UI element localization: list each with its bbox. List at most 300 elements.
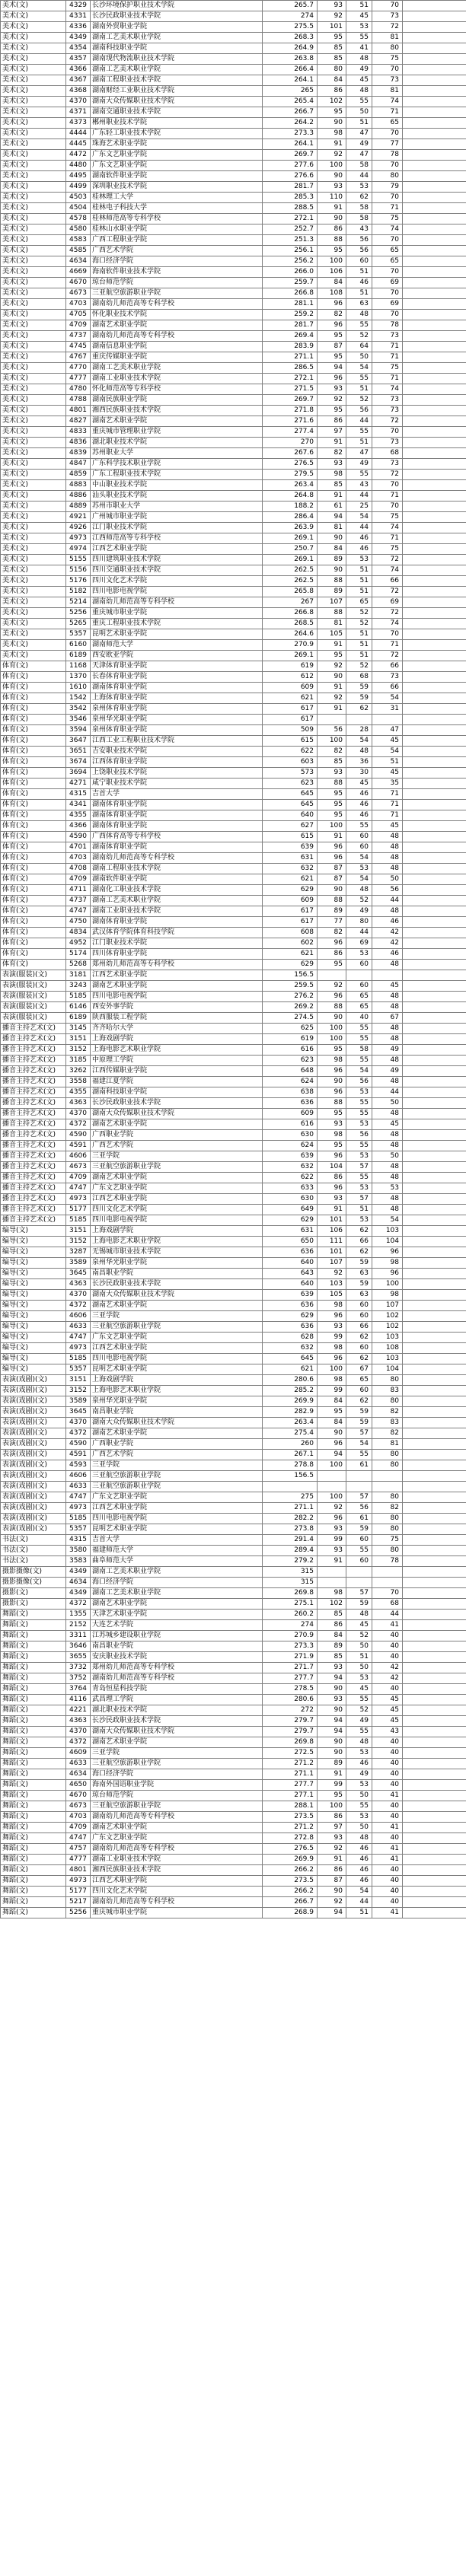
subject2-cell: 50 xyxy=(346,1641,372,1652)
school-cell: 广州城市职业学院 xyxy=(91,512,263,523)
subject3-cell: 45 xyxy=(372,1716,403,1727)
score-cell: 615 xyxy=(263,736,318,747)
school-cell: 陕西服装工程学院 xyxy=(91,1013,263,1024)
school-cell: 吉安职业技术学院 xyxy=(91,747,263,757)
subject3-cell: 75 xyxy=(372,544,403,555)
category-cell: 体育(文) xyxy=(1,928,66,938)
table-row xyxy=(1,1354,466,1364)
subject1-cell: 93 xyxy=(318,1524,346,1535)
subject1-cell: 96 xyxy=(318,992,346,1002)
table-row xyxy=(1,1109,466,1119)
category-cell: 美术(文) xyxy=(1,278,66,288)
table-row xyxy=(1,1194,466,1205)
subject1-cell: 84 xyxy=(318,278,346,288)
code-cell: 4705 xyxy=(66,310,91,320)
table-row xyxy=(1,1471,466,1482)
subject2-cell: 55 xyxy=(346,1056,372,1066)
code-cell: 4499 xyxy=(66,182,91,193)
code-cell: 3546 xyxy=(66,715,91,725)
score-cell: 621 xyxy=(263,1364,318,1375)
table-row xyxy=(1,1801,466,1812)
school-cell: 湖南大众传媒职业技术学院 xyxy=(91,1109,263,1119)
school-cell: 桂林师范高等专科学校 xyxy=(91,214,263,224)
subject1-cell: 91 xyxy=(318,438,346,448)
table-row xyxy=(1,502,466,512)
subject2-cell: 65 xyxy=(346,597,372,608)
score-cell: 289.4 xyxy=(263,1546,318,1556)
subject1-cell: 85 xyxy=(318,54,346,65)
subject3-cell: 75 xyxy=(372,1535,403,1546)
subject3-cell: 56 xyxy=(372,885,403,896)
table-row xyxy=(1,1823,466,1833)
school-cell: 天津体育职业学院 xyxy=(91,661,263,672)
subject3-cell: 31 xyxy=(372,704,403,715)
table-row xyxy=(1,1364,466,1375)
school-cell: 广西工程职业学院 xyxy=(91,235,263,246)
subject3-cell: 73 xyxy=(372,406,403,416)
score-cell: 631 xyxy=(263,853,318,864)
school-cell: 湖南工艺美术职业学院 xyxy=(91,33,263,43)
school-cell: 四川体育职业学院 xyxy=(91,949,263,960)
subject3-cell: 103 xyxy=(372,1333,403,1343)
subject3-cell: 70 xyxy=(372,161,403,171)
subject3-cell: 70 xyxy=(372,65,403,75)
subject2-cell: 57 xyxy=(346,1588,372,1599)
code-cell: 5185 xyxy=(66,1215,91,1226)
school-cell: 湖南艺术职业学院 xyxy=(91,1599,263,1610)
subject1-cell: 91 xyxy=(318,491,346,502)
subject3-cell: 40 xyxy=(372,1759,403,1769)
subject1-cell: 90 xyxy=(318,118,346,129)
school-cell: 三亚学院 xyxy=(91,1460,263,1471)
subject3-cell: 48 xyxy=(372,1034,403,1045)
subject2-cell: 49 xyxy=(346,139,372,150)
subject3-cell: 40 xyxy=(372,1865,403,1876)
score-cell: 286.5 xyxy=(263,363,318,374)
subject3-cell: 80 xyxy=(372,1492,403,1503)
category-cell: 美术(文) xyxy=(1,342,66,352)
blank-cell xyxy=(403,544,466,555)
school-cell: 上海电影艺术职业学院 xyxy=(91,1045,263,1056)
subject3-cell: 79 xyxy=(372,182,403,193)
table-row xyxy=(1,1588,466,1599)
score-cell: 271.2 xyxy=(263,1823,318,1833)
subject3-cell: 48 xyxy=(372,1002,403,1013)
blank-cell xyxy=(403,374,466,384)
subject2-cell: 59 xyxy=(346,683,372,693)
table-row xyxy=(1,491,466,502)
subject3-cell: 71 xyxy=(372,533,403,544)
subject2-cell: 47 xyxy=(346,150,372,161)
table-row xyxy=(1,1887,466,1897)
school-cell: 江门职业技术学院 xyxy=(91,938,263,949)
blank-cell xyxy=(403,1066,466,1077)
subject1-cell: 96 xyxy=(318,1151,346,1162)
table-row xyxy=(1,363,466,374)
table-row xyxy=(1,1492,466,1503)
category-cell: 舞蹈(文) xyxy=(1,1791,66,1801)
school-cell: 湖南艺术职业学院 xyxy=(91,1173,263,1183)
subject2-cell: 46 xyxy=(346,1759,372,1769)
subject1-cell: 98 xyxy=(318,1056,346,1066)
category-cell: 美术(文) xyxy=(1,512,66,523)
table-row xyxy=(1,1226,466,1237)
blank-cell xyxy=(403,523,466,533)
code-cell: 3152 xyxy=(66,1045,91,1056)
category-cell: 舞蹈(文) xyxy=(1,1759,66,1769)
school-cell: 湖南体育职业学院 xyxy=(91,821,263,832)
code-cell: 5357 xyxy=(66,1524,91,1535)
blank-cell xyxy=(403,1024,466,1034)
subject2-cell: 43 xyxy=(346,480,372,491)
school-cell: 广东文艺职业学院 xyxy=(91,161,263,171)
blank-cell xyxy=(403,246,466,256)
score-cell: 274.5 xyxy=(263,1013,318,1024)
code-cell: 5357 xyxy=(66,629,91,640)
code-cell: 5256 xyxy=(66,608,91,619)
school-cell: 湖南工程职业技术学院 xyxy=(91,75,263,86)
school-cell: 湖南幼儿师范高等专科学校 xyxy=(91,331,263,342)
category-cell: 舞蹈(文) xyxy=(1,1610,66,1620)
subject3-cell xyxy=(372,1482,403,1492)
subject1-cell: 111 xyxy=(318,1237,346,1247)
table-row xyxy=(1,1247,466,1258)
blank-cell xyxy=(403,214,466,224)
subject2-cell: 50 xyxy=(346,352,372,363)
category-cell: 美术(文) xyxy=(1,352,66,363)
subject3-cell: 44 xyxy=(372,1610,403,1620)
subject1-cell: 95 xyxy=(318,1109,346,1119)
score-cell: 263.9 xyxy=(263,523,318,533)
category-cell: 美术(文) xyxy=(1,129,66,139)
table-row xyxy=(1,1578,466,1588)
code-cell: 3764 xyxy=(66,1684,91,1695)
category-cell: 体育(文) xyxy=(1,853,66,864)
school-cell: 上海电影艺术职业学院 xyxy=(91,1386,263,1396)
subject2-cell: 49 xyxy=(346,1769,372,1780)
blank-cell xyxy=(403,331,466,342)
score-cell: 603 xyxy=(263,757,318,768)
category-cell: 播音主持艺术(文) xyxy=(1,1151,66,1162)
blank-cell xyxy=(403,789,466,800)
code-cell: 1542 xyxy=(66,693,91,704)
score-cell: 628 xyxy=(263,1333,318,1343)
score-cell: 273.3 xyxy=(263,129,318,139)
school-cell: 上海电影艺术职业学院 xyxy=(91,1237,263,1247)
subject1-cell: 93 xyxy=(318,1695,346,1705)
subject3-cell: 48 xyxy=(372,1130,403,1141)
subject2-cell: 54 xyxy=(346,1439,372,1450)
subject2-cell: 62 xyxy=(346,1333,372,1343)
code-cell: 4833 xyxy=(66,427,91,438)
subject1-cell: 98 xyxy=(318,1130,346,1141)
subject1-cell: 82 xyxy=(318,747,346,757)
school-cell: 江西师范高等专科学校 xyxy=(91,533,263,544)
code-cell: 4116 xyxy=(66,1695,91,1705)
score-cell: 271.5 xyxy=(263,384,318,395)
subject1-cell: 92 xyxy=(318,661,346,672)
school-cell: 湖南工艺美术职业学院 xyxy=(91,896,263,906)
table-row xyxy=(1,565,466,576)
subject1-cell: 95 xyxy=(318,33,346,43)
subject2-cell: 44 xyxy=(346,491,372,502)
code-cell: 4606 xyxy=(66,1471,91,1482)
blank-cell xyxy=(403,256,466,267)
code-cell: 4606 xyxy=(66,1151,91,1162)
subject3-cell: 40 xyxy=(372,1641,403,1652)
subject3-cell: 45 xyxy=(372,1695,403,1705)
blank-cell xyxy=(403,1056,466,1066)
score-cell: 265.8 xyxy=(263,587,318,597)
subject2-cell: 52 xyxy=(346,331,372,342)
subject3-cell: 48 xyxy=(372,1162,403,1173)
table-row xyxy=(1,118,466,129)
subject2-cell: 60 xyxy=(346,1301,372,1311)
blank-cell xyxy=(403,704,466,715)
subject3-cell: 41 xyxy=(372,1908,403,1918)
code-cell: 4578 xyxy=(66,214,91,224)
subject1-cell: 86 xyxy=(318,1620,346,1631)
blank-cell xyxy=(403,1482,466,1492)
subject3-cell: 80 xyxy=(372,43,403,54)
category-cell: 美术(文) xyxy=(1,214,66,224)
score-cell: 271.1 xyxy=(263,1769,318,1780)
subject2-cell: 50 xyxy=(346,1823,372,1833)
subject1-cell: 102 xyxy=(318,1599,346,1610)
subject2-cell: 65 xyxy=(346,1375,372,1386)
subject3-cell: 70 xyxy=(372,1588,403,1599)
code-cell: 4591 xyxy=(66,1141,91,1151)
subject1-cell: 96 xyxy=(318,1311,346,1322)
score-cell: 262.5 xyxy=(263,565,318,576)
code-cell: 4445 xyxy=(66,139,91,150)
school-cell: 中原理工学院 xyxy=(91,1056,263,1066)
subject3-cell: 49 xyxy=(372,1045,403,1056)
table-row xyxy=(1,864,466,874)
category-cell: 美术(文) xyxy=(1,256,66,267)
code-cell: 4590 xyxy=(66,1439,91,1450)
subject2-cell: 50 xyxy=(346,107,372,118)
subject3-cell: 48 xyxy=(372,992,403,1002)
score-cell: 627 xyxy=(263,821,318,832)
table-row xyxy=(1,1844,466,1855)
category-cell: 美术(文) xyxy=(1,107,66,118)
table-row xyxy=(1,1620,466,1631)
subject2-cell xyxy=(346,970,372,981)
category-cell: 播音主持艺术(文) xyxy=(1,1141,66,1151)
school-cell: 湖南幼儿师范高等专科学校 xyxy=(91,299,263,310)
blank-cell xyxy=(403,54,466,65)
blank-cell xyxy=(403,1247,466,1258)
subject1-cell: 100 xyxy=(318,736,346,747)
category-cell: 摄影(文) xyxy=(1,1599,66,1610)
school-cell: 中山职业技术学院 xyxy=(91,480,263,491)
category-cell: 体育(文) xyxy=(1,704,66,715)
school-cell: 长沙民政职业技术学院 xyxy=(91,1279,263,1290)
subject3-cell: 80 xyxy=(372,1396,403,1407)
score-cell: 277.1 xyxy=(263,1791,318,1801)
table-row xyxy=(1,331,466,342)
blank-cell xyxy=(403,1130,466,1141)
score-cell: 645 xyxy=(263,789,318,800)
table-row xyxy=(1,1119,466,1130)
school-cell: 咸宁职业技术学院 xyxy=(91,779,263,789)
subject1-cell: 95 xyxy=(318,1791,346,1801)
subject3-cell: 68 xyxy=(372,448,403,459)
subject2-cell xyxy=(346,715,372,725)
score-cell: 619 xyxy=(263,1034,318,1045)
score-cell: 285.3 xyxy=(263,193,318,203)
table-row xyxy=(1,597,466,608)
subject2-cell: 55 xyxy=(346,320,372,331)
subject2-cell: 45 xyxy=(346,1620,372,1631)
subject1-cell: 100 xyxy=(318,1492,346,1503)
score-cell: 632 xyxy=(263,1343,318,1354)
school-cell: 天津艺术职业学院 xyxy=(91,1610,263,1620)
subject2-cell: 51 xyxy=(346,640,372,651)
category-cell: 舞蹈(文) xyxy=(1,1631,66,1641)
blank-cell xyxy=(403,1855,466,1865)
code-cell: 5156 xyxy=(66,565,91,576)
school-cell: 江西艺术职业学院 xyxy=(91,1343,263,1354)
code-cell: 4709 xyxy=(66,1173,91,1183)
school-cell: 江门职业技术学院 xyxy=(91,523,263,533)
subject2-cell: 55 xyxy=(346,1546,372,1556)
category-cell: 舞蹈(文) xyxy=(1,1684,66,1695)
table-row xyxy=(1,576,466,587)
blank-cell xyxy=(403,1663,466,1673)
school-cell: 西安外事学院 xyxy=(91,1002,263,1013)
subject1-cell: 95 xyxy=(318,246,346,256)
table-row xyxy=(1,1546,466,1556)
school-cell: 吉首大学 xyxy=(91,789,263,800)
subject3-cell: 43 xyxy=(372,1727,403,1737)
subject1-cell: 87 xyxy=(318,874,346,885)
category-cell: 编导(文) xyxy=(1,1290,66,1301)
blank-cell xyxy=(403,1876,466,1887)
subject1-cell xyxy=(318,715,346,725)
subject3-cell: 48 xyxy=(372,1194,403,1205)
code-cell: 3152 xyxy=(66,1386,91,1396)
school-cell: 江苏城乡建设职业学院 xyxy=(91,1631,263,1641)
score-cell: 629 xyxy=(263,1311,318,1322)
category-cell: 美术(文) xyxy=(1,182,66,193)
subject1-cell: 89 xyxy=(318,1641,346,1652)
table-row xyxy=(1,1386,466,1396)
category-cell: 书法(文) xyxy=(1,1556,66,1567)
category-cell: 美术(文) xyxy=(1,480,66,491)
category-cell: 美术(文) xyxy=(1,491,66,502)
subject3-cell: 41 xyxy=(372,1844,403,1855)
school-cell: 昆明艺术职业学院 xyxy=(91,1364,263,1375)
code-cell: 4634 xyxy=(66,1578,91,1588)
score-cell: 621 xyxy=(263,693,318,704)
school-cell: 四川电影电视学院 xyxy=(91,1514,263,1524)
table-row xyxy=(1,1737,466,1748)
subject3-cell: 70 xyxy=(372,193,403,203)
code-cell: 4354 xyxy=(66,43,91,54)
blank-cell xyxy=(403,299,466,310)
category-cell: 播音主持艺术(文) xyxy=(1,1098,66,1109)
subject3-cell: 54 xyxy=(372,747,403,757)
blank-cell xyxy=(403,992,466,1002)
subject1-cell: 94 xyxy=(318,363,346,374)
subject3-cell: 98 xyxy=(372,1290,403,1301)
table-row xyxy=(1,1833,466,1844)
category-cell: 美术(文) xyxy=(1,619,66,629)
category-cell: 表演(戏剧)(文) xyxy=(1,1450,66,1460)
score-cell: 269.1 xyxy=(263,533,318,544)
subject1-cell: 100 xyxy=(318,1364,346,1375)
code-cell: 3558 xyxy=(66,1077,91,1087)
school-cell: 湖南工艺美术职业学院 xyxy=(91,65,263,75)
code-cell: 1610 xyxy=(66,683,91,693)
table-row xyxy=(1,1279,466,1290)
blank-cell xyxy=(403,384,466,395)
school-cell: 上饶职业技术学院 xyxy=(91,768,263,779)
school-cell: 湖南体育职业学院 xyxy=(91,917,263,928)
table-row xyxy=(1,1173,466,1183)
code-cell: 4221 xyxy=(66,1705,91,1716)
score-cell: 260 xyxy=(263,1439,318,1450)
code-cell: 4974 xyxy=(66,544,91,555)
subject3-cell: 66 xyxy=(372,661,403,672)
blank-cell xyxy=(403,416,466,427)
subject2-cell: 51 xyxy=(346,288,372,299)
table-row xyxy=(1,129,466,139)
subject3-cell: 54 xyxy=(372,693,403,704)
subject2-cell xyxy=(346,1482,372,1492)
blank-cell xyxy=(403,512,466,523)
category-cell: 编导(文) xyxy=(1,1311,66,1322)
subject1-cell: 85 xyxy=(318,480,346,491)
category-cell: 播音主持艺术(文) xyxy=(1,1087,66,1098)
school-cell: 广东文艺职业学院 xyxy=(91,150,263,161)
code-cell: 3647 xyxy=(66,736,91,747)
category-cell: 舞蹈(文) xyxy=(1,1833,66,1844)
subject2-cell: 49 xyxy=(346,65,372,75)
subject3-cell: 66 xyxy=(372,576,403,587)
score-cell: 279.5 xyxy=(263,470,318,480)
score-cell: 264.1 xyxy=(263,139,318,150)
table-row xyxy=(1,1024,466,1034)
table-row xyxy=(1,1237,466,1247)
subject3-cell: 47 xyxy=(372,725,403,736)
category-cell: 美术(文) xyxy=(1,299,66,310)
category-cell: 体育(文) xyxy=(1,906,66,917)
subject2-cell: 55 xyxy=(346,1727,372,1737)
subject1-cell: 82 xyxy=(318,310,346,320)
code-cell: 4839 xyxy=(66,448,91,459)
subject2-cell: 54 xyxy=(346,736,372,747)
subject1-cell: 99 xyxy=(318,1535,346,1546)
category-cell: 播音主持艺术(文) xyxy=(1,1045,66,1056)
score-cell: 271.8 xyxy=(263,406,318,416)
table-row xyxy=(1,1087,466,1098)
code-cell: 4370 xyxy=(66,97,91,107)
code-cell: 1370 xyxy=(66,672,91,683)
blank-cell xyxy=(403,1119,466,1130)
score-cell: 270.9 xyxy=(263,1631,318,1641)
category-cell: 美术(文) xyxy=(1,608,66,619)
table-row xyxy=(1,1748,466,1759)
score-cell: 262.5 xyxy=(263,576,318,587)
subject2-cell: 55 xyxy=(346,1024,372,1034)
blank-cell xyxy=(403,320,466,331)
subject3-cell: 100 xyxy=(372,1279,403,1290)
blank-cell xyxy=(403,906,466,917)
school-cell: 南昌职业学院 xyxy=(91,1641,263,1652)
